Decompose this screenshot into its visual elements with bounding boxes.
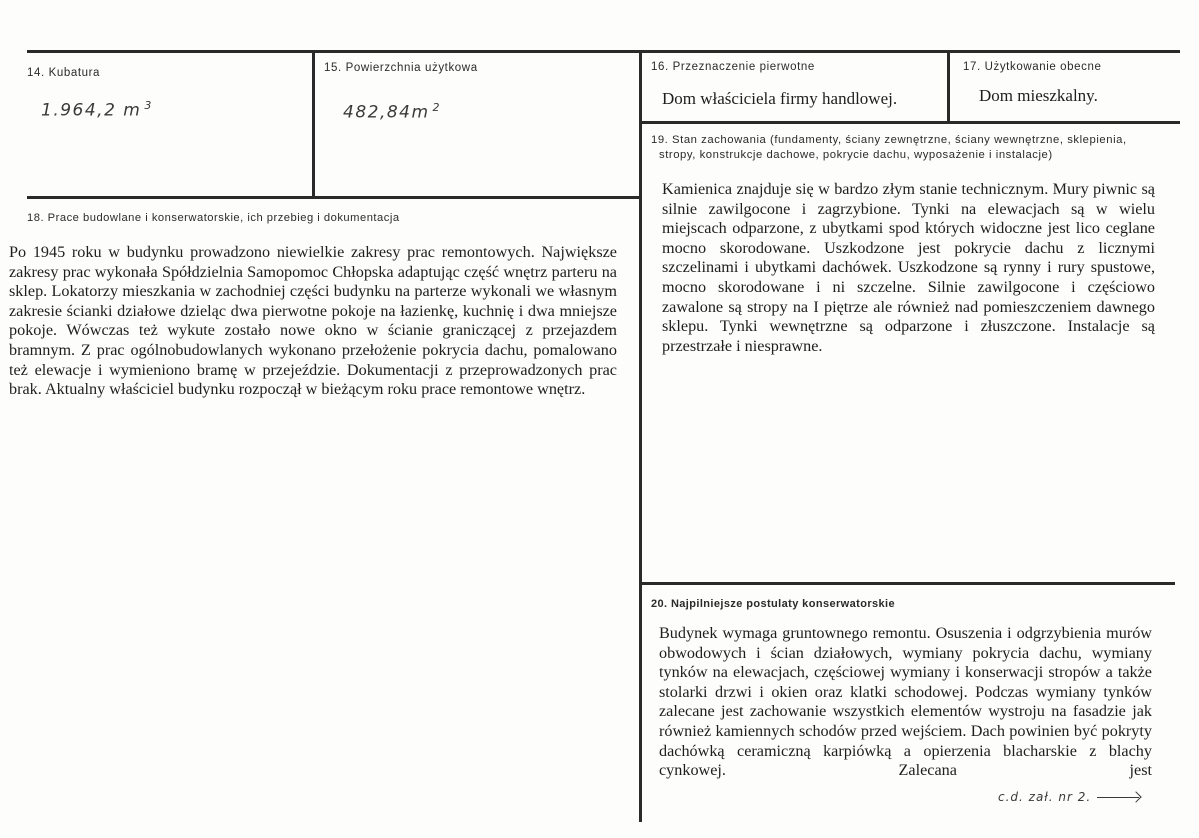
field-18-text: Po 1945 roku w budynku prowadzono niewielkie zakresy prac remontowych. Największe zakresy prac wykonała Spółdzielnia Samopomoc Chłopska adaptując część wnętrz parteru na sklep. Lokatorzy mieszkania w zachodniej części budynku na parterze wykonali we własnym zakresie ścianki działowe dzieląc dwa pierwotne pokoje na łazienkę, kuchnię i dwa mniejsze pokoje. Wówczas też wykute zostało nowe okno w ścianie graniczącej z przejazdem bramnym. Z prac ogólnobudowlanych wykonano przełożenie pokrycia dachu, pomalowano też elewacje i wymieniono bramę w przejeździe. Dokumentacji z przeprowadzonych prac brak. Aktualny właściciel budynku rozpoczął w bieżącym roku prace remontowe wnętrz.	[9, 243, 617, 399]
field-14-value-number: 1.964,2 m	[41, 100, 142, 121]
line-below-14-15	[27, 196, 642, 199]
right-arrow-icon	[1097, 797, 1139, 799]
field-17-value: Dom mieszkalny.	[979, 86, 1098, 105]
field-15-value-exponent: 2	[432, 101, 442, 114]
field-17-label: 17. Użytkowanie obecne	[963, 61, 1102, 73]
field-14-value	[41, 99, 153, 121]
field-19-label-line2: stropy, konstrukcje dachowe, pokrycie dachu, wyposażenie i instalacje)	[659, 149, 1053, 161]
line-below-16-17	[639, 121, 1180, 124]
continuation-note-text: c.d. zał. nr 2.	[998, 790, 1092, 804]
field-20-text: Budynek wymaga gruntownego remontu. Osuszenia i odgrzybienia murów obwodowych i ścian działowych, wymiany pokrycia dachu, wymiany tynków na elewacjach, częściowej wymiany i konserwacji stropów a także stolarki drzwi i okien oraz klatki schodowej. Podczas wymiany tynków zalecane jest zachowanie wszystkich elementów wystroju na fasadzie jak również kamiennych schodów przed wejściem. Dach powinien być pokryty dachówką ceramiczną karpiówką a opierzenia blacharskie z blachy cynkowej. Zalecana jest	[659, 624, 1152, 780]
field-16-value: Dom właściciela firmy handlowej.	[662, 89, 898, 108]
field-19-text: Kamienica znajduje się w bardzo złym stanie technicznym. Mury piwnic są silnie zawilgocone i zagrzybione. Tynki na elewacjach są w wielu miejscach odparzone, z ubytkami spod których widoczne jest lico ceglane mocno skorodowane. Uszkodzone jest pokrycie dachu z licznymi szczelinami i ubytkami dachówek. Uszkodzone są rynny i rury spustowe, mocno skorodowane i ni szczelne. Silnie zawilgocone i częściowo zawalone są stropy na I piętrze ale również nad pomieszczeniem dawnego sklepu. Tynki wewnętrzne są odparzone i złuszczone. Instalacje są przestrzałe i niesprawne.	[662, 180, 1155, 355]
field-18-label: 18. Prace budowlane i konserwatorskie, ich przebieg i dokumentacja	[27, 212, 400, 224]
field-14-label: 14. Kubatura	[27, 67, 101, 79]
field-16-label: 16. Przeznaczenie pierwotne	[651, 61, 815, 73]
field-20-label: 20. Najpilniejsze postulaty konserwatorskie	[651, 598, 896, 610]
field-15-value	[343, 101, 441, 123]
divider-16-17	[947, 50, 950, 123]
field-19-label	[651, 133, 1196, 163]
divider-14-15	[312, 50, 315, 198]
field-19-label-line1: 19. Stan zachowania (fundamenty, ściany zewnętrzne, ściany wewnętrzne, sklepienia,	[651, 134, 1127, 146]
line-above-20	[639, 582, 1175, 585]
field-15-value-number: 482,84m	[343, 102, 430, 123]
continuation-note	[998, 790, 1139, 804]
field-15-label: 15. Powierzchnia użytkowa	[324, 62, 478, 74]
field-14-value-exponent: 3	[144, 99, 153, 112]
top-border-line	[27, 50, 1180, 53]
divider-left-right-column	[639, 50, 642, 822]
